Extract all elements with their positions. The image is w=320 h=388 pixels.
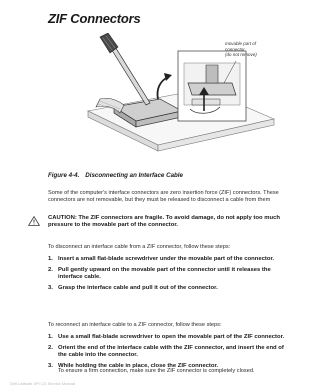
figure-caption — [48, 172, 183, 179]
callout-line: movable part of — [225, 41, 257, 46]
list-item — [48, 267, 286, 282]
callout-line: connector — [225, 46, 245, 52]
step-text: Insert a small flat-blade screwdriver under the movable part of the connector. — [58, 256, 275, 262]
page-footer: Dell Latitude XPi CD Service Manual — [10, 381, 76, 386]
step-text: Orient the end of the interface cable with the ZIF connector, and insert the end of the cable into the connector. — [58, 344, 284, 358]
callout-line: (do not remove) — [225, 52, 257, 57]
list-item — [48, 285, 286, 292]
disconnect-intro: To disconnect an interface cable from a ZIF connector, follow these steps: — [48, 244, 231, 250]
step-text: Pull gently upward on the movable part of the connector until it releases the interface cable. — [58, 266, 271, 280]
disconnect-steps-list — [48, 256, 286, 295]
step-number: 3. — [48, 362, 53, 369]
intro-paragraph: Some of the computer's interface connectors are zero insertion force (ZIF) connectors. These connectors are not removable, but they must be released to disconnect a cable from them — [48, 190, 279, 204]
figure-callout — [225, 41, 295, 58]
step-text: Use a small flat-blade screwdriver to open the movable part of the ZIF connector. — [58, 334, 285, 340]
step-text: Grasp the interface cable and pull it out of the connector. — [58, 284, 218, 291]
reconnect-note: To ensure a firm connection, make sure the ZIF connector is completely closed. — [58, 368, 255, 374]
reconnect-intro: To reconnect an interface cable to a ZIF connector, follow these steps: — [48, 322, 222, 328]
step-number: 2. — [48, 266, 53, 273]
figure-number: Figure 4-4. — [48, 172, 80, 179]
caution-icon — [28, 216, 40, 226]
step-number: 1. — [48, 256, 53, 262]
figure-title: Disconnecting an Interface Cable — [85, 172, 183, 179]
list-item — [48, 345, 286, 360]
step-number: 3. — [48, 284, 53, 291]
step-text: While holding the cable in place, close the ZIF connector. — [58, 362, 219, 369]
step-number: 2. — [48, 344, 53, 351]
section-title: ZIF Connectors — [48, 11, 141, 26]
list-item — [48, 256, 286, 263]
step-number: 1. — [48, 334, 53, 340]
caution-notice: CAUTION: The ZIF connectors are fragile. To avoid damage, do not apply too much pressure to the movable part of the connector. — [48, 215, 280, 229]
list-item — [48, 334, 286, 341]
